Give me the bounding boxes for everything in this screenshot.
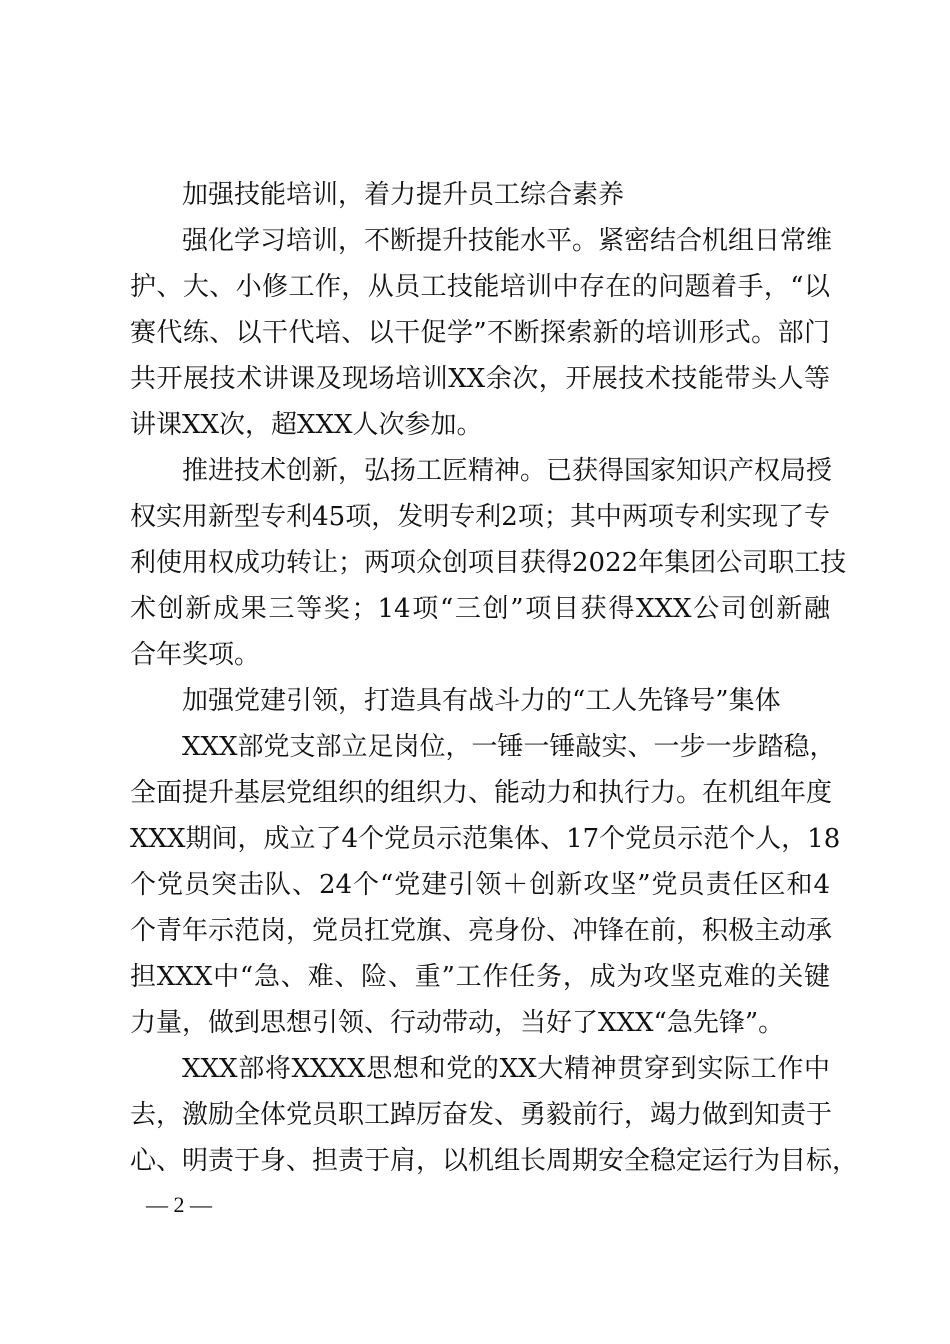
paragraph-line: 赛代练、以干代培、以干促学”不断探索新的培训形式。部门 [130,318,830,348]
paragraph-line: 共开展技术讲课及现场培训XX余次，开展技术技能带头人等 [130,364,830,394]
paragraph-line: 术创新成果三等奖；14项“三创”项目获得XXX公司创新融 [130,594,830,624]
paragraph-line: 担XXX中“急、难、险、重”工作任务，成为攻坚克难的关键 [130,962,830,992]
paragraph-line: 护、大、小修工作，从员工技能培训中存在的问题着手，“以 [130,272,830,302]
paragraph-line: 去，激励全体党员职工踔厉奋发、勇毅前行，竭力做到知责于 [130,1100,833,1130]
paragraph-line: 心、明责于身、担责于肩，以机组长周期安全稳定运行为目标， [130,1146,859,1176]
paragraph-line: 个青年示范岗，党员扛党旗、亮身份、冲锋在前，积极主动承 [130,916,833,946]
paragraph-line: XXX部党支部立足岗位，一锤一锤敲实、一步一步踏稳， [182,732,836,762]
section-heading-party-building: 加强党建引领，打造具有战斗力的“工人先锋号”集体 [182,686,781,716]
paragraph-line: 力量，做到思想引领、行动带动，当好了XXX“急先锋”。 [130,1008,785,1038]
paragraph-line: 合年奖项。 [130,640,261,670]
paragraph-line: 全面提升基层党组织的组织力、能动力和执行力。在机组年度 [130,778,833,808]
paragraph-line: XXX期间，成立了4个党员示范集体、17个党员示范个人，18 [130,824,841,854]
page-number: — 2 — [146,1192,212,1217]
paragraph-line: 权实用新型专利45项，发明专利2项；其中两项专利实现了专 [130,502,830,532]
paragraph-line: 强化学习培训，不断提升技能水平。紧密结合机组日常维 [182,226,833,256]
paragraph-line: 推进技术创新，弘扬工匠精神。已获得国家知识产权局授 [182,456,833,486]
section-heading-skills-training: 加强技能培训，着力提升员工综合素养 [182,180,625,210]
paragraph-line: 讲课XX次，超XXX人次参加。 [130,410,483,440]
paragraph-line: XXX部将XXXX思想和党的XX大精神贯穿到实际工作中 [182,1054,830,1084]
paragraph-line: 个党员突击队、24个“党建引领＋创新攻坚”党员责任区和4 [130,870,830,900]
paragraph-line: 利使用权成功转让；两项众创项目获得2022年集团公司职工技 [130,548,847,578]
